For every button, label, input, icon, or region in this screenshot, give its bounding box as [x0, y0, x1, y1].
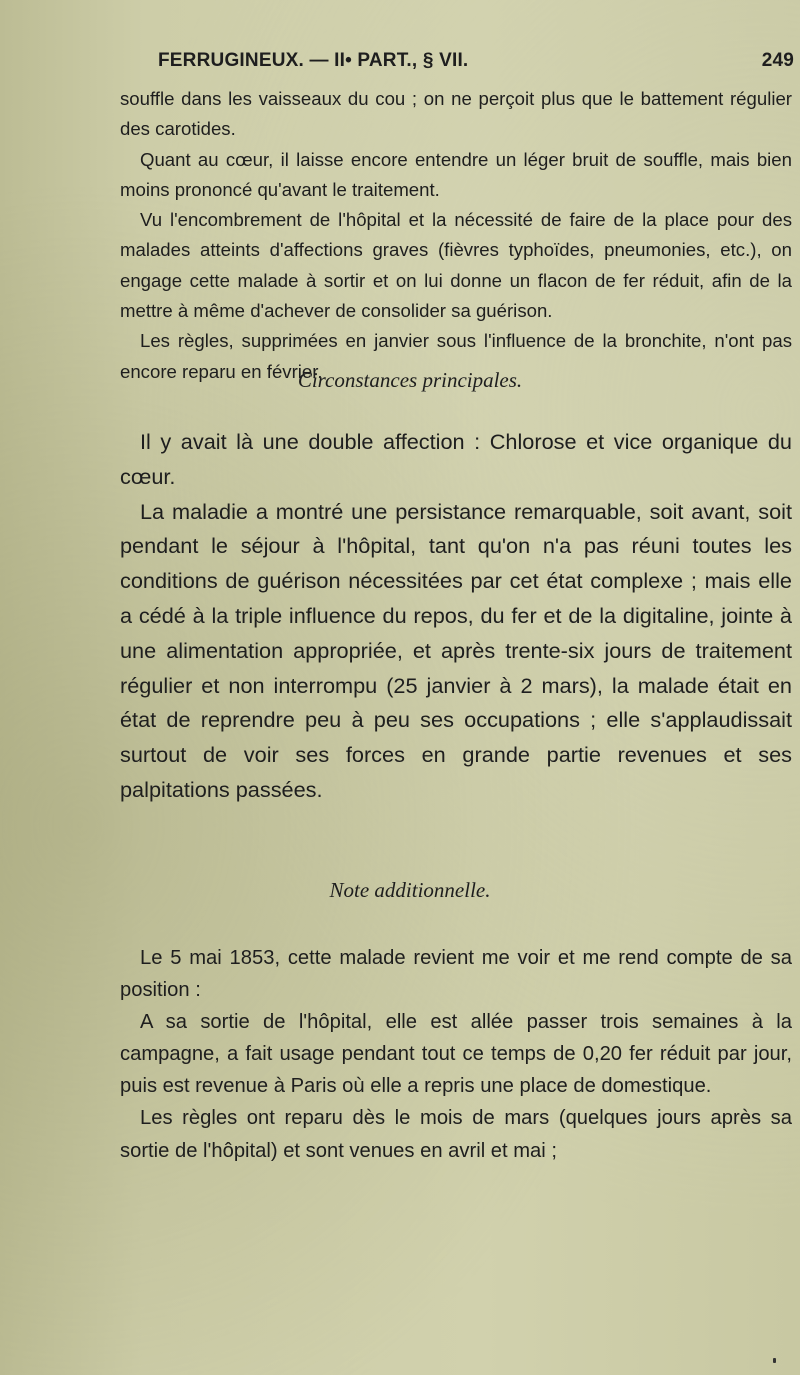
- section-observation-end: [120, 84, 792, 387]
- paragraph: Quant au cœur, il laisse encore entendre un léger bruit de souffle, mais bien moins prononcé qu'avant le traitement.: [120, 148, 792, 200]
- paragraph: A sa sortie de l'hôpital, elle est allée passer trois semaines à la campagne, a fait usage pendant tout ce temps de 0,20 fer réduit par jour, puis est revenue à Paris où elle a repris une place de domestique.: [120, 1011, 792, 1098]
- paragraph: Il y avait là une double affection : Chlorose et vice organique du cœur.: [120, 429, 792, 489]
- heading-circonstances: Circonstances principales.: [297, 368, 523, 392]
- paragraph: La maladie a montré une persistance remarquable, soit avant, soit pendant le séjour à l'hôpital, tant qu'on n'a pas réuni toutes les conditions de guérison nécessitées par cet état complexe ; mais elle a cédé à la triple influence du repos, du fer et de la digitaline, jointe à une alimentation appropriée, et après trente-six jours de traitement régulier et non interrompu (25 janvier à 2 mars), la malade était en état de reprendre peu à peu ses occupations ; elle s'applaudissait surtout de voir ses forces en grande partie revenues et ses palpitations passées.: [120, 498, 792, 802]
- running-title: FERRUGINEUX. — II• PART., § VII.: [158, 50, 469, 71]
- paragraph: Les règles ont reparu dès le mois de mars (quelques jours après sa sortie de l'hôpital) et sont venues en avril et mai ;: [120, 1107, 792, 1162]
- section-note: [120, 942, 792, 1167]
- paragraph: Les règles, supprimées en janvier sous l'influence de la bronchite, n'ont pas encore reparu en février.: [120, 330, 792, 382]
- paragraph: Le 5 mai 1853, cette malade revient me voir et me rend compte de sa position :: [120, 947, 792, 1002]
- paragraph: Vu l'encombrement de l'hôpital et la nécessité de faire de la place pour des malades atteints d'affections graves (fièvres typhoïdes, pneumonies, etc.), on engage cette malade à sortir et on lui donne un flacon de fer réduit, afin de la mettre à même d'achever de consolider sa guérison.: [120, 209, 792, 322]
- paragraph: souffle dans les vaisseaux du cou ; on ne perçoit plus que le battement régulier des carotides.: [120, 88, 792, 140]
- page-number: 249: [761, 50, 794, 71]
- section-circonstances: [120, 425, 792, 808]
- print-mark: [773, 1358, 776, 1363]
- heading-note-additionnelle: Note additionnelle.: [329, 878, 491, 902]
